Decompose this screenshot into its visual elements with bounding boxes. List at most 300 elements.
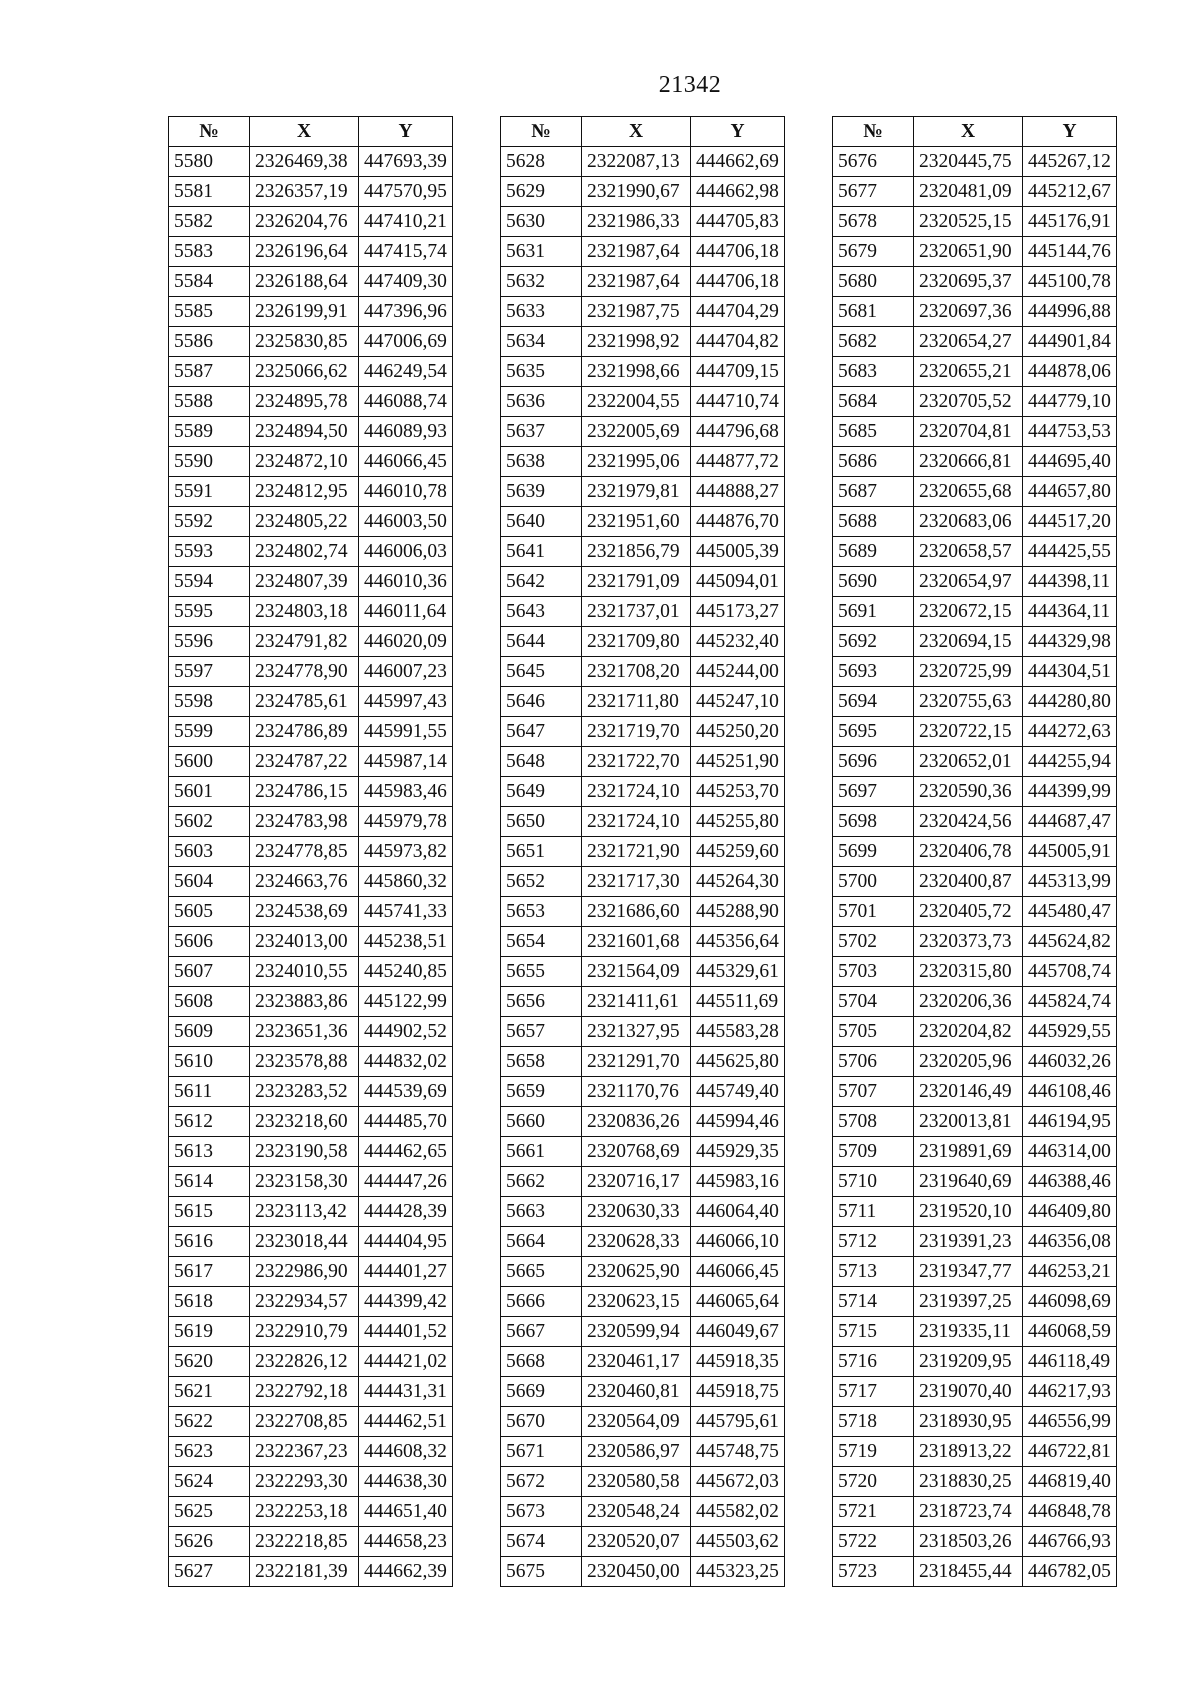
table-row xyxy=(501,1347,785,1377)
cell-y: 444421,02 xyxy=(359,1347,453,1377)
cell-y: 444539,69 xyxy=(359,1077,453,1107)
cell-x: 2326196,64 xyxy=(250,237,359,267)
cell-x: 2321721,90 xyxy=(582,837,691,867)
cell-y: 444662,39 xyxy=(359,1557,453,1587)
header-number: № xyxy=(169,117,250,147)
table-row xyxy=(833,987,1117,1017)
cell-y: 445288,90 xyxy=(691,897,785,927)
cell-number: 5594 xyxy=(169,567,250,597)
cell-x: 2322005,69 xyxy=(582,417,691,447)
cell-number: 5678 xyxy=(833,207,914,237)
cell-y: 444399,42 xyxy=(359,1287,453,1317)
table-row xyxy=(169,837,453,867)
cell-x: 2324663,76 xyxy=(250,867,359,897)
cell-x: 2324803,18 xyxy=(250,597,359,627)
cell-x: 2320836,26 xyxy=(582,1107,691,1137)
table-row xyxy=(833,747,1117,777)
cell-x: 2322218,85 xyxy=(250,1527,359,1557)
cell-y: 444902,52 xyxy=(359,1017,453,1047)
cell-x: 2324895,78 xyxy=(250,387,359,417)
cell-y: 445144,76 xyxy=(1023,237,1117,267)
header-y: Y xyxy=(1023,117,1117,147)
cell-number: 5600 xyxy=(169,747,250,777)
cell-y: 447410,21 xyxy=(359,207,453,237)
table-row xyxy=(833,297,1117,327)
cell-y: 445929,35 xyxy=(691,1137,785,1167)
cell-x: 2320564,09 xyxy=(582,1407,691,1437)
cell-x: 2323883,86 xyxy=(250,987,359,1017)
cell-x: 2321724,10 xyxy=(582,777,691,807)
table-row xyxy=(169,747,453,777)
cell-y: 446108,46 xyxy=(1023,1077,1117,1107)
table-row xyxy=(501,987,785,1017)
cell-x: 2324805,22 xyxy=(250,507,359,537)
cell-number: 5716 xyxy=(833,1347,914,1377)
cell-number: 5686 xyxy=(833,447,914,477)
cell-y: 447396,96 xyxy=(359,297,453,327)
cell-number: 5700 xyxy=(833,867,914,897)
table-row xyxy=(501,867,785,897)
cell-y: 446065,64 xyxy=(691,1287,785,1317)
cell-number: 5625 xyxy=(169,1497,250,1527)
cell-number: 5720 xyxy=(833,1467,914,1497)
cell-number: 5715 xyxy=(833,1317,914,1347)
cell-y: 445987,14 xyxy=(359,747,453,777)
cell-y: 445259,60 xyxy=(691,837,785,867)
cell-x: 2321791,09 xyxy=(582,567,691,597)
cell-number: 5580 xyxy=(169,147,250,177)
cell-x: 2320525,15 xyxy=(914,207,1023,237)
cell-number: 5672 xyxy=(501,1467,582,1497)
cell-y: 446098,69 xyxy=(1023,1287,1117,1317)
cell-y: 446066,45 xyxy=(691,1257,785,1287)
cell-number: 5612 xyxy=(169,1107,250,1137)
table-header-row xyxy=(501,117,785,147)
table-row xyxy=(833,447,1117,477)
cell-number: 5622 xyxy=(169,1407,250,1437)
table-row xyxy=(833,867,1117,897)
table-row xyxy=(169,1017,453,1047)
cell-y: 447570,95 xyxy=(359,177,453,207)
table-row xyxy=(501,1377,785,1407)
cell-number: 5652 xyxy=(501,867,582,897)
cell-number: 5649 xyxy=(501,777,582,807)
table-row xyxy=(833,417,1117,447)
cell-x: 2320445,75 xyxy=(914,147,1023,177)
table-row xyxy=(169,1317,453,1347)
cell-y: 445005,39 xyxy=(691,537,785,567)
cell-number: 5583 xyxy=(169,237,250,267)
cell-number: 5592 xyxy=(169,507,250,537)
cell-number: 5709 xyxy=(833,1137,914,1167)
cell-y: 444706,18 xyxy=(691,267,785,297)
cell-x: 2322004,55 xyxy=(582,387,691,417)
cell-number: 5615 xyxy=(169,1197,250,1227)
cell-number: 5674 xyxy=(501,1527,582,1557)
cell-x: 2320768,69 xyxy=(582,1137,691,1167)
cell-x: 2320697,36 xyxy=(914,297,1023,327)
cell-number: 5711 xyxy=(833,1197,914,1227)
cell-y: 444517,20 xyxy=(1023,507,1117,537)
cell-y: 446011,64 xyxy=(359,597,453,627)
table-row xyxy=(833,507,1117,537)
cell-x: 2320580,58 xyxy=(582,1467,691,1497)
cell-x: 2321995,06 xyxy=(582,447,691,477)
cell-number: 5630 xyxy=(501,207,582,237)
cell-y: 444280,80 xyxy=(1023,687,1117,717)
cell-x: 2323158,30 xyxy=(250,1167,359,1197)
cell-number: 5654 xyxy=(501,927,582,957)
cell-number: 5653 xyxy=(501,897,582,927)
cell-number: 5692 xyxy=(833,627,914,657)
table-row xyxy=(833,357,1117,387)
cell-x: 2320623,15 xyxy=(582,1287,691,1317)
cell-y: 445232,40 xyxy=(691,627,785,657)
table-row xyxy=(169,567,453,597)
cell-x: 2320315,80 xyxy=(914,957,1023,987)
table-header-row xyxy=(169,117,453,147)
cell-x: 2318830,25 xyxy=(914,1467,1023,1497)
cell-number: 5591 xyxy=(169,477,250,507)
cell-number: 5665 xyxy=(501,1257,582,1287)
cell-number: 5708 xyxy=(833,1107,914,1137)
cell-x: 2320704,81 xyxy=(914,417,1023,447)
cell-y: 444651,40 xyxy=(359,1497,453,1527)
table-row xyxy=(501,657,785,687)
cell-x: 2321327,95 xyxy=(582,1017,691,1047)
cell-number: 5617 xyxy=(169,1257,250,1287)
cell-y: 446356,08 xyxy=(1023,1227,1117,1257)
table-row xyxy=(833,1527,1117,1557)
cell-y: 445503,62 xyxy=(691,1527,785,1557)
table-row xyxy=(169,1227,453,1257)
table-row xyxy=(833,1077,1117,1107)
cell-x: 2320586,97 xyxy=(582,1437,691,1467)
cell-number: 5602 xyxy=(169,807,250,837)
header-number: № xyxy=(833,117,914,147)
cell-number: 5659 xyxy=(501,1077,582,1107)
cell-number: 5628 xyxy=(501,147,582,177)
cell-y: 445918,35 xyxy=(691,1347,785,1377)
table-row xyxy=(833,687,1117,717)
cell-x: 2323113,42 xyxy=(250,1197,359,1227)
table-row xyxy=(169,477,453,507)
cell-y: 446722,81 xyxy=(1023,1437,1117,1467)
cell-number: 5648 xyxy=(501,747,582,777)
cell-x: 2320630,33 xyxy=(582,1197,691,1227)
cell-number: 5685 xyxy=(833,417,914,447)
cell-y: 446249,54 xyxy=(359,357,453,387)
cell-number: 5683 xyxy=(833,357,914,387)
cell-x: 2319347,77 xyxy=(914,1257,1023,1287)
cell-y: 446388,46 xyxy=(1023,1167,1117,1197)
cell-number: 5697 xyxy=(833,777,914,807)
header-y: Y xyxy=(359,117,453,147)
cell-x: 2323218,60 xyxy=(250,1107,359,1137)
cell-y: 444662,98 xyxy=(691,177,785,207)
cell-y: 445480,47 xyxy=(1023,897,1117,927)
table-row xyxy=(833,927,1117,957)
cell-x: 2318455,44 xyxy=(914,1557,1023,1587)
cell-y: 446032,26 xyxy=(1023,1047,1117,1077)
cell-number: 5704 xyxy=(833,987,914,1017)
cell-x: 2323283,52 xyxy=(250,1077,359,1107)
cell-y: 444704,29 xyxy=(691,297,785,327)
table-row xyxy=(833,327,1117,357)
cell-x: 2321724,10 xyxy=(582,807,691,837)
cell-y: 444888,27 xyxy=(691,477,785,507)
table-row xyxy=(169,1467,453,1497)
table-row xyxy=(169,297,453,327)
table-row xyxy=(501,1077,785,1107)
cell-number: 5718 xyxy=(833,1407,914,1437)
table-row xyxy=(169,207,453,237)
cell-x: 2320590,36 xyxy=(914,777,1023,807)
cell-x: 2320400,87 xyxy=(914,867,1023,897)
table-row xyxy=(169,957,453,987)
cell-y: 445255,80 xyxy=(691,807,785,837)
cell-y: 444832,02 xyxy=(359,1047,453,1077)
cell-y: 444364,11 xyxy=(1023,597,1117,627)
table-row xyxy=(501,267,785,297)
table-row xyxy=(169,507,453,537)
cell-y: 445625,80 xyxy=(691,1047,785,1077)
table-row xyxy=(169,1527,453,1557)
cell-number: 5656 xyxy=(501,987,582,1017)
table-row xyxy=(501,1167,785,1197)
cell-y: 444657,80 xyxy=(1023,477,1117,507)
cell-y: 446556,99 xyxy=(1023,1407,1117,1437)
table-row xyxy=(169,987,453,1017)
cell-y: 445979,78 xyxy=(359,807,453,837)
table-row xyxy=(501,837,785,867)
table-row xyxy=(169,1137,453,1167)
cell-x: 2322934,57 xyxy=(250,1287,359,1317)
cell-number: 5626 xyxy=(169,1527,250,1557)
cell-number: 5657 xyxy=(501,1017,582,1047)
cell-x: 2321291,70 xyxy=(582,1047,691,1077)
cell-number: 5593 xyxy=(169,537,250,567)
table-row xyxy=(833,1497,1117,1527)
table-row xyxy=(833,597,1117,627)
cell-x: 2324010,55 xyxy=(250,957,359,987)
table-row xyxy=(501,147,785,177)
cell-y: 446007,23 xyxy=(359,657,453,687)
cell-x: 2320205,96 xyxy=(914,1047,1023,1077)
cell-y: 445983,16 xyxy=(691,1167,785,1197)
cell-x: 2326204,76 xyxy=(250,207,359,237)
header-number: № xyxy=(501,117,582,147)
table-row xyxy=(833,207,1117,237)
cell-number: 5664 xyxy=(501,1227,582,1257)
table-row xyxy=(833,237,1117,267)
cell-number: 5702 xyxy=(833,927,914,957)
cell-x: 2321717,30 xyxy=(582,867,691,897)
table-row xyxy=(169,147,453,177)
cell-number: 5668 xyxy=(501,1347,582,1377)
table-row xyxy=(169,927,453,957)
cell-x: 2320654,97 xyxy=(914,567,1023,597)
table-row xyxy=(501,567,785,597)
table-row xyxy=(833,1347,1117,1377)
table-row xyxy=(501,507,785,537)
cell-number: 5627 xyxy=(169,1557,250,1587)
cell-x: 2322792,18 xyxy=(250,1377,359,1407)
cell-number: 5647 xyxy=(501,717,582,747)
cell-number: 5710 xyxy=(833,1167,914,1197)
cell-y: 446194,95 xyxy=(1023,1107,1117,1137)
cell-x: 2321722,70 xyxy=(582,747,691,777)
table-row xyxy=(169,1557,453,1587)
cell-number: 5595 xyxy=(169,597,250,627)
cell-number: 5673 xyxy=(501,1497,582,1527)
cell-number: 5714 xyxy=(833,1287,914,1317)
table-row xyxy=(169,1437,453,1467)
cell-number: 5670 xyxy=(501,1407,582,1437)
table-row xyxy=(501,237,785,267)
table-row xyxy=(501,1287,785,1317)
cell-y: 446049,67 xyxy=(691,1317,785,1347)
cell-y: 446314,00 xyxy=(1023,1137,1117,1167)
table-row xyxy=(833,1437,1117,1467)
table-row xyxy=(169,447,453,477)
cell-number: 5655 xyxy=(501,957,582,987)
cell-x: 2324894,50 xyxy=(250,417,359,447)
cell-x: 2319397,25 xyxy=(914,1287,1023,1317)
cell-y: 445929,55 xyxy=(1023,1017,1117,1047)
table-row xyxy=(833,1467,1117,1497)
cell-number: 5604 xyxy=(169,867,250,897)
table-row xyxy=(501,477,785,507)
cell-number: 5643 xyxy=(501,597,582,627)
cell-x: 2321170,76 xyxy=(582,1077,691,1107)
cell-y: 446088,74 xyxy=(359,387,453,417)
cell-x: 2320722,15 xyxy=(914,717,1023,747)
cell-y: 444401,27 xyxy=(359,1257,453,1287)
cell-y: 444272,63 xyxy=(1023,717,1117,747)
cell-number: 5699 xyxy=(833,837,914,867)
cell-x: 2321990,67 xyxy=(582,177,691,207)
cell-number: 5662 xyxy=(501,1167,582,1197)
table-row xyxy=(169,177,453,207)
table-row xyxy=(833,1317,1117,1347)
cell-number: 5669 xyxy=(501,1377,582,1407)
cell-number: 5680 xyxy=(833,267,914,297)
coordinates-table-3 xyxy=(832,116,1117,1587)
cell-x: 2319070,40 xyxy=(914,1377,1023,1407)
cell-x: 2324785,61 xyxy=(250,687,359,717)
cell-y: 446848,78 xyxy=(1023,1497,1117,1527)
table-row xyxy=(501,177,785,207)
table-row xyxy=(169,717,453,747)
table-header-row xyxy=(833,117,1117,147)
table-row xyxy=(169,537,453,567)
cell-x: 2322253,18 xyxy=(250,1497,359,1527)
cell-x: 2321856,79 xyxy=(582,537,691,567)
table-row xyxy=(501,747,785,777)
cell-x: 2318913,22 xyxy=(914,1437,1023,1467)
table-row xyxy=(169,1257,453,1287)
cell-number: 5638 xyxy=(501,447,582,477)
cell-number: 5690 xyxy=(833,567,914,597)
cell-y: 445983,46 xyxy=(359,777,453,807)
table-row xyxy=(169,657,453,687)
cell-number: 5721 xyxy=(833,1497,914,1527)
cell-y: 445122,99 xyxy=(359,987,453,1017)
cell-x: 2319891,69 xyxy=(914,1137,1023,1167)
cell-x: 2324787,22 xyxy=(250,747,359,777)
cell-x: 2320460,81 xyxy=(582,1377,691,1407)
cell-y: 446409,80 xyxy=(1023,1197,1117,1227)
table-row xyxy=(501,1407,785,1437)
cell-y: 445173,27 xyxy=(691,597,785,627)
cell-y: 445100,78 xyxy=(1023,267,1117,297)
cell-x: 2320548,24 xyxy=(582,1497,691,1527)
cell-y: 444462,51 xyxy=(359,1407,453,1437)
cell-y: 444705,83 xyxy=(691,207,785,237)
table-row xyxy=(833,1017,1117,1047)
table-row xyxy=(169,1377,453,1407)
table-row xyxy=(833,807,1117,837)
table-row xyxy=(501,627,785,657)
table-row xyxy=(501,1227,785,1257)
cell-y: 444658,23 xyxy=(359,1527,453,1557)
cell-x: 2322708,85 xyxy=(250,1407,359,1437)
cell-y: 444706,18 xyxy=(691,237,785,267)
table-row xyxy=(169,897,453,927)
table-row xyxy=(501,927,785,957)
cell-number: 5603 xyxy=(169,837,250,867)
cell-y: 445005,91 xyxy=(1023,837,1117,867)
cell-number: 5624 xyxy=(169,1467,250,1497)
cell-x: 2320705,52 xyxy=(914,387,1023,417)
cell-y: 446066,10 xyxy=(691,1227,785,1257)
table-row xyxy=(833,1227,1117,1257)
cell-y: 444901,84 xyxy=(1023,327,1117,357)
cell-x: 2321709,80 xyxy=(582,627,691,657)
cell-x: 2322181,39 xyxy=(250,1557,359,1587)
cell-y: 445176,91 xyxy=(1023,207,1117,237)
cell-x: 2324802,74 xyxy=(250,537,359,567)
cell-x: 2323018,44 xyxy=(250,1227,359,1257)
cell-number: 5701 xyxy=(833,897,914,927)
cell-x: 2324013,00 xyxy=(250,927,359,957)
table-row xyxy=(833,177,1117,207)
table-row xyxy=(833,657,1117,687)
cell-number: 5589 xyxy=(169,417,250,447)
cell-number: 5587 xyxy=(169,357,250,387)
cell-x: 2320599,94 xyxy=(582,1317,691,1347)
cell-number: 5644 xyxy=(501,627,582,657)
table-row xyxy=(169,627,453,657)
cell-x: 2319391,23 xyxy=(914,1227,1023,1257)
cell-y: 446003,50 xyxy=(359,507,453,537)
cell-x: 2326188,64 xyxy=(250,267,359,297)
table-row xyxy=(501,1197,785,1227)
cell-x: 2323578,88 xyxy=(250,1047,359,1077)
header-x: X xyxy=(250,117,359,147)
cell-x: 2324872,10 xyxy=(250,447,359,477)
cell-x: 2322087,13 xyxy=(582,147,691,177)
cell-number: 5666 xyxy=(501,1287,582,1317)
cell-number: 5687 xyxy=(833,477,914,507)
cell-x: 2326357,19 xyxy=(250,177,359,207)
cell-number: 5658 xyxy=(501,1047,582,1077)
table-row xyxy=(833,1407,1117,1437)
cell-number: 5634 xyxy=(501,327,582,357)
cell-x: 2322986,90 xyxy=(250,1257,359,1287)
table-row xyxy=(169,687,453,717)
